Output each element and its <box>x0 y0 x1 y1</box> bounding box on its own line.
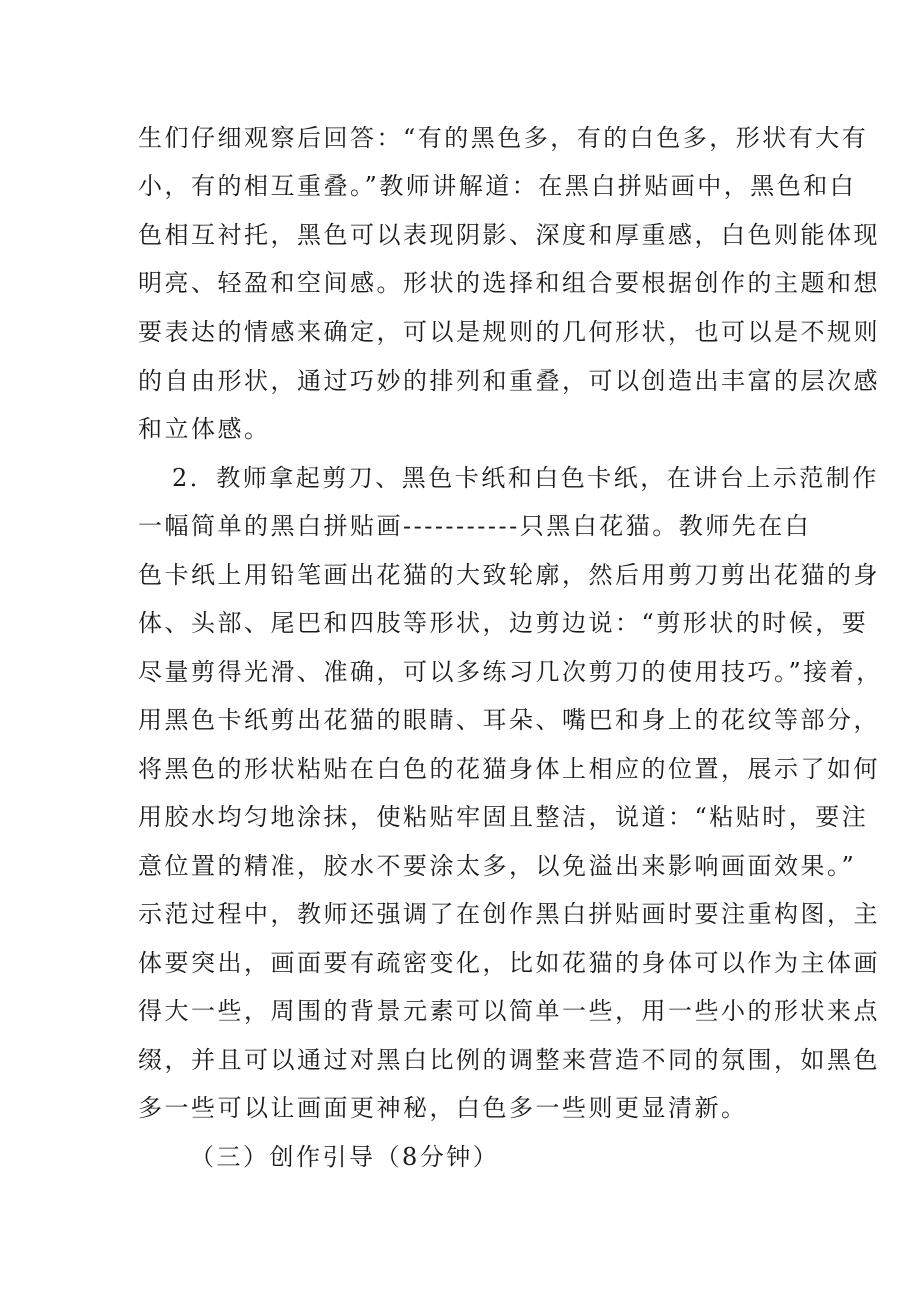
paragraph-2-line-4: 体、头部、尾巴和四肢等形状，边剪边说：“剪形状的时候，要 <box>138 609 869 637</box>
paragraph-2-line-3: 色卡纸上用铅笔画出花猫的大致轮廓，然后用剪刀剪出花猫的身 <box>138 561 880 589</box>
paragraph-2-line-1: 2．教师拿起剪刀、黑色卡纸和白色卡纸，在讲台上示范制作 <box>172 464 879 492</box>
paragraph-2-line-5: 尽量剪得光滑、准确，可以多练习几次剪刀的使用技巧。”接着， <box>138 658 883 686</box>
paragraph-2-line-9: 意位置的精准，胶水不要涂太多，以免溢出来影响画面效果。” <box>138 852 857 880</box>
paragraph-1-line-3: 色相互衬托，黑色可以表现阴影、深度和厚重感，白色则能体现 <box>138 221 880 249</box>
paragraph-2-line-10: 示范过程中，教师还强调了在创作黑白拼贴画时要注重构图，主 <box>138 900 880 928</box>
paragraph-2-line-13: 缀，并且可以通过对黑白比例的调整来营造不同的氛围，如黑色 <box>138 1046 880 1074</box>
paragraph-2-line-12: 得大一些，周围的背景元素可以简单一些，用一些小的形状来点 <box>138 997 880 1025</box>
paragraph-2-line-11: 体要突出，画面要有疏密变化，比如花猫的身体可以作为主体画 <box>138 949 880 977</box>
paragraph-2-line-6: 用黑色卡纸剪出花猫的眼睛、耳朵、嘴巴和身上的花纹等部分， <box>138 706 880 734</box>
paragraph-2-line-7: 将黑色的形状粘贴在白色的花猫身体上相应的位置，展示了如何 <box>138 755 880 783</box>
paragraph-1-line-7: 和立体感。 <box>138 415 271 443</box>
section-heading: （三）创作引导（8分钟） <box>190 1143 500 1171</box>
paragraph-1-line-5: 要表达的情感来确定，可以是规则的几何形状，也可以是不规则 <box>138 318 880 346</box>
paragraph-2-line-14: 多一些可以让画面更神秘，白色多一些则更显清新。 <box>138 1094 748 1122</box>
paragraph-2-line-8: 用胶水均匀地涂抹，使粘贴牢固且整洁，说道：“粘贴时，要注 <box>138 803 869 831</box>
paragraph-1-line-2: 小，有的相互重叠。”教师讲解道：在黑白拼贴画中，黑色和白 <box>138 172 857 200</box>
paragraph-1-line-6: 的自由形状，通过巧妙的排列和重叠，可以创造出丰富的层次感 <box>138 367 880 395</box>
paragraph-2-line-2: 一幅简单的黑白拼贴画-----------只黑白花猫。教师先在白 <box>138 512 812 540</box>
paragraph-1-line-4: 明亮、轻盈和空间感。形状的选择和组合要根据创作的主题和想 <box>138 269 880 297</box>
paragraph-1-line-1: 生们仔细观察后回答：“有的黑色多，有的白色多，形状有大有 <box>138 124 869 152</box>
